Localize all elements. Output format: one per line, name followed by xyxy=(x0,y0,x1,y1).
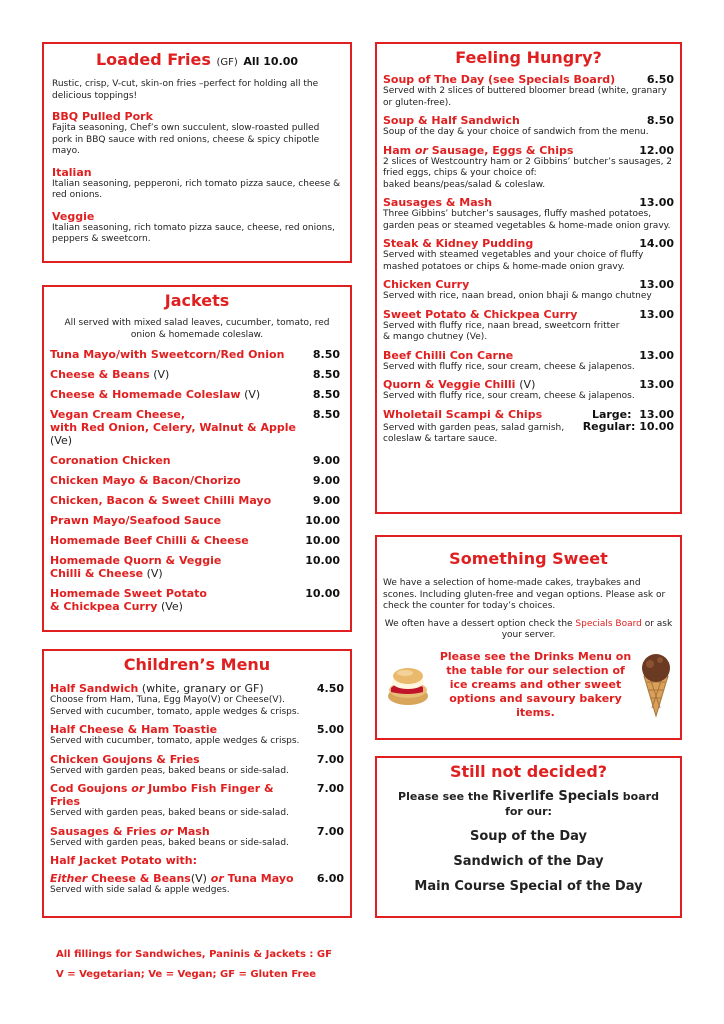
kids-item xyxy=(50,753,344,778)
kids-item-price: 4.50 xyxy=(316,682,344,695)
dessert-note-a: We often have a dessert option check the xyxy=(384,618,576,629)
jacket-item-diet: (Ve) xyxy=(157,600,183,613)
kids-item xyxy=(50,723,344,748)
kids-item xyxy=(50,782,344,820)
jacket-item-name: Chicken Mayo & Bacon/Chorizo xyxy=(50,474,241,487)
see-c: for our: xyxy=(505,805,552,818)
jackets-intro: All served with mixed salad leaves, cucumber, tomato, red onion & homemade coleslaw. xyxy=(64,318,330,340)
hungry-item-desc: Served with fluffy rice, sour cream, cheese & jalapenos. xyxy=(383,361,635,372)
something-sweet-dessert-note xyxy=(383,619,674,642)
jacket-item-price: 8.50 xyxy=(312,408,340,421)
ice-cream-cone-icon xyxy=(638,652,674,718)
kids-item xyxy=(50,854,344,867)
see-b: board xyxy=(618,790,659,803)
fries-item-desc: Italian seasoning, pepperoni, rich tomato pizza sauce, cheese & red onions. xyxy=(52,178,341,200)
hungry-item-desc: Served with fluffy rice, naan bread, sweetcorn fritter & mango chutney (Ve). xyxy=(383,320,620,342)
jacket-item-diet: (V) xyxy=(149,368,170,381)
jacket-item-price: 9.00 xyxy=(312,494,340,507)
kids-item-row xyxy=(50,723,344,736)
jacket-item-name: Chicken, Bacon & Sweet Chilli Mayo xyxy=(50,494,272,507)
kids-item-name: Half Jacket Potato with: xyxy=(50,854,197,867)
hungry-item-name: Chicken Curry xyxy=(383,278,470,291)
hungry-item-name: Sausages & Mash xyxy=(383,196,493,209)
loaded-fries-price: All 10.00 xyxy=(243,55,299,68)
hungry-item-price: 13.00 xyxy=(639,278,674,291)
hungry-item-price: 13.00 xyxy=(639,378,674,391)
kids-item-row xyxy=(50,854,344,867)
footer-legend: V = Vegetarian; Ve = Vegan; GF = Gluten Free xyxy=(56,969,317,980)
kids-item-row xyxy=(50,872,344,885)
drinks-menu-callout-text: Please see the Drinks Menu on the table for our selection of ice creams and other sweet options and savoury bakery items. xyxy=(439,649,632,719)
jacket-item-diet: (Ve) xyxy=(50,434,73,447)
drinks-menu-callout xyxy=(383,650,674,720)
scampi-name: Wholetail Scampi & Chips xyxy=(383,407,543,421)
hungry-item-price: 13.00 xyxy=(639,307,674,321)
kids-item-name: Either Cheese & Beans(V) or Tuna Mayo xyxy=(50,872,294,885)
fries-item-name: Veggie xyxy=(52,209,95,223)
specials-board-link: Specials Board xyxy=(575,618,642,629)
kids-item-row xyxy=(50,782,344,808)
jacket-item xyxy=(50,408,344,447)
childrens-menu-list xyxy=(50,682,344,897)
scampi-item xyxy=(383,408,674,446)
jacket-item-name: Cheese & Homemade Coleslaw (V) xyxy=(50,388,261,401)
kids-item-price: 7.00 xyxy=(316,824,344,838)
hungry-item xyxy=(383,278,674,303)
something-sweet-title: Something Sweet xyxy=(449,549,608,568)
kids-item-row xyxy=(50,682,344,695)
hungry-item-price: 13.00 xyxy=(639,348,674,362)
hungry-item xyxy=(383,349,674,374)
hungry-item xyxy=(383,196,674,232)
hungry-item-desc: Served with fluffy rice, sour cream, cheese & jalapenos. xyxy=(383,391,635,401)
loaded-fries-title xyxy=(52,50,342,69)
kids-item-desc: Served with garden peas, baked beans or side-salad. xyxy=(50,837,289,848)
hungry-item-row xyxy=(383,196,674,209)
kids-item-desc: Served with garden peas, baked beans or side-salad. xyxy=(50,808,289,818)
hungry-item-price: 6.50 xyxy=(646,73,674,86)
feeling-hungry-title: Feeling Hungry? xyxy=(455,48,602,67)
hungry-item-desc: Soup of the day & your choice of sandwich from the menu. xyxy=(383,127,649,137)
jacket-item-price: 10.00 xyxy=(305,587,340,600)
hungry-item xyxy=(383,144,674,192)
hungry-item-name: Sweet Potato & Chickpea Curry xyxy=(383,307,578,321)
riverlife-specials: Riverlife Specials xyxy=(492,789,619,804)
hungry-item-desc: Served with 2 slices of buttered bloomer bread (white, granary or gluten-free). xyxy=(383,86,667,108)
kids-item-name: Chicken Goujons & Fries xyxy=(50,752,200,766)
feeling-hungry-section xyxy=(375,42,682,514)
jacket-item-name: Homemade Quorn & Veggie Chilli & Cheese (V) xyxy=(50,554,222,580)
scampi-regular-label: Regular: xyxy=(582,419,636,433)
jacket-item-price: 8.50 xyxy=(312,368,340,381)
fries-item-name: BBQ Pulled Pork xyxy=(52,110,153,123)
hungry-item xyxy=(383,378,674,403)
jacket-item xyxy=(50,587,344,613)
hungry-item-name: Quorn & Veggie Chilli (V) xyxy=(383,378,536,391)
hungry-item-name: Beef Chilli Con Carne xyxy=(383,348,514,362)
jacket-item-name: Cheese & Beans (V) xyxy=(50,368,170,381)
hungry-item-row xyxy=(383,349,674,362)
kids-item xyxy=(50,682,344,718)
specials-board-note xyxy=(383,789,674,819)
kids-item xyxy=(50,872,344,897)
hungry-item-name: Ham or Sausage, Eggs & Chips xyxy=(383,143,574,157)
hungry-item-desc: 2 slices of Westcountry ham or 2 Gibbins’ butcher’s sausages, 2 fried eggs, chips & your choice of: baked beans/peas/salad & coleslaw. xyxy=(383,156,673,190)
hungry-item-row xyxy=(383,308,674,321)
jacket-item xyxy=(50,368,344,381)
fries-item-desc: Italian seasoning, rich tomato pizza sauce, cheese, red onions, peppers & sweetcorn. xyxy=(52,222,335,244)
fries-item xyxy=(52,110,342,158)
scampi-large-price: 13.00 xyxy=(639,407,674,421)
footer-fillings-note: All fillings for Sandwiches, Paninis & Jackets : GF xyxy=(56,949,332,960)
jacket-item-name: Homemade Sweet Potato & Chickpea Curry (Ve) xyxy=(50,587,207,613)
hungry-item-desc: Served with steamed vegetables and your choice of fluffy mashed potatoes or chips & home-made onion gravy. xyxy=(383,250,644,272)
kids-item xyxy=(50,825,344,850)
hungry-item xyxy=(383,237,674,273)
fries-item-desc: Fajita seasoning, Chef’s own succulent, slow-roasted pulled pork in BBQ sauce with red onions, cheese & spicy chipotle mayo. xyxy=(52,123,320,156)
childrens-menu-section xyxy=(42,649,352,918)
kids-item-price: 6.00 xyxy=(316,872,344,885)
hungry-item-row xyxy=(383,114,674,127)
childrens-menu-title: Children’s Menu xyxy=(123,655,271,674)
hungry-item-name: Soup & Half Sandwich xyxy=(383,114,520,127)
jacket-item-price: 10.00 xyxy=(305,534,340,547)
loaded-fries-gf-tag: (GF) xyxy=(216,57,238,68)
hungry-item xyxy=(383,308,674,344)
jacket-item-name: Homemade Beef Chilli & Cheese xyxy=(50,534,249,547)
jacket-item-diet: (V) xyxy=(240,388,261,401)
kids-item-price: 7.00 xyxy=(316,782,344,795)
feeling-hungry-list xyxy=(383,73,674,403)
loaded-fries-intro: Rustic, crisp, V-cut, skin-on fries –perfect for holding all the delicious toppings! xyxy=(52,79,319,101)
loaded-fries-list xyxy=(52,110,342,246)
kids-item-price: 5.00 xyxy=(316,723,344,736)
special-sandwich: Sandwich of the Day xyxy=(453,854,604,869)
jacket-item-price: 8.50 xyxy=(312,388,340,401)
still-not-decided-section xyxy=(375,756,682,918)
jacket-item xyxy=(50,494,344,507)
kids-item-price: 7.00 xyxy=(316,752,344,766)
hungry-item-price: 12.00 xyxy=(639,143,674,157)
kids-item-desc: Served with garden peas, baked beans or side-salad. xyxy=(50,765,289,776)
hungry-item-desc: Served with rice, naan bread, onion bhaji & mango chutney xyxy=(383,291,652,301)
hungry-item xyxy=(383,114,674,139)
scone-icon xyxy=(383,660,433,710)
kids-item-desc: Served with side salad & apple wedges. xyxy=(50,885,230,895)
jackets-section xyxy=(42,285,352,632)
hungry-item-name: Steak & Kidney Pudding xyxy=(383,237,534,250)
jacket-item xyxy=(50,554,344,580)
still-not-decided-title: Still not decided? xyxy=(449,762,608,781)
jacket-item-price: 10.00 xyxy=(305,554,340,567)
kids-item-name: Half Sandwich (white, granary or GF) xyxy=(50,682,264,695)
hungry-item-row xyxy=(383,144,674,157)
see-a: Please see the xyxy=(398,790,493,803)
fries-item xyxy=(52,210,342,246)
hungry-item-desc: Three Gibbins’ butcher’s sausages, fluffy mashed potatoes, garden peas or steamed vegetables & home-made onion gravy. xyxy=(383,209,671,231)
kids-item-name: Half Cheese & Ham Toastie xyxy=(50,723,218,736)
hungry-item-price: 14.00 xyxy=(639,237,674,250)
dessert-note-b: or ask your server. xyxy=(501,618,673,640)
hungry-item-row xyxy=(383,73,674,86)
loaded-fries-heading: Loaded Fries xyxy=(95,50,211,69)
kids-item-name: Cod Goujons or Jumbo Fish Finger & Fries xyxy=(50,782,274,808)
kids-item-name: Sausages & Fries or Mash xyxy=(50,824,210,838)
fries-item-name: Italian xyxy=(52,165,92,179)
jacket-item-price: 10.00 xyxy=(305,514,340,527)
scampi-regular-price: 10.00 xyxy=(639,419,674,433)
jacket-item xyxy=(50,388,344,401)
jacket-item-price: 9.00 xyxy=(312,454,340,467)
hungry-item-name: Soup of The Day (see Specials Board) xyxy=(383,73,616,86)
special-soup: Soup of the Day xyxy=(470,829,587,844)
kids-item-note: (white, granary or GF) xyxy=(138,682,264,695)
scampi-desc-2: coleslaw & tartare sauce. xyxy=(383,434,498,444)
jacket-item xyxy=(50,474,344,487)
hungry-item xyxy=(383,73,674,109)
kids-item-row xyxy=(50,753,344,766)
jacket-item-name: Prawn Mayo/Seafood Sauce xyxy=(50,514,222,527)
jacket-item xyxy=(50,514,344,527)
hungry-item-price: 8.50 xyxy=(646,114,674,127)
jacket-item-name: Vegan Cream Cheese, with Red Onion, Celery, Walnut & Apple (Ve) xyxy=(50,408,296,447)
kids-item-desc: Choose from Ham, Tuna, Egg Mayo(V) or Cheese(V). Served with cucumber, tomato, apple wedges & crisps. xyxy=(50,695,300,717)
hungry-item-row xyxy=(383,237,674,250)
fries-item xyxy=(52,166,342,202)
jacket-item-name: Tuna Mayo/with Sweetcorn/Red Onion xyxy=(50,348,285,361)
jacket-item-price: 9.00 xyxy=(312,474,340,487)
hungry-item-row xyxy=(383,378,674,391)
jacket-item xyxy=(50,534,344,547)
something-sweet-desc: We have a selection of home-made cakes, traybakes and scones. Including gluten-free and vegan options. Please ask or check the counter for today’s choices. xyxy=(383,578,666,611)
kids-item-desc: Served with cucumber, tomato, apple wedges & crisps. xyxy=(50,736,300,746)
jacket-item xyxy=(50,348,344,361)
special-main-course: Main Course Special of the Day xyxy=(414,879,643,894)
jackets-list xyxy=(50,348,344,613)
kids-item-row xyxy=(50,825,344,838)
jacket-item-name: Coronation Chicken xyxy=(50,454,171,467)
hungry-item-row xyxy=(383,278,674,291)
loaded-fries-section xyxy=(42,42,352,263)
something-sweet-section xyxy=(375,535,682,740)
jacket-item-diet: (V) xyxy=(143,567,163,580)
hungry-item-price: 13.00 xyxy=(639,196,674,209)
jacket-item xyxy=(50,454,344,467)
scampi-large-label: Large: xyxy=(591,407,632,421)
jackets-title: Jackets xyxy=(164,291,230,310)
jacket-item-price: 8.50 xyxy=(312,348,340,361)
dietary-footer xyxy=(56,945,332,985)
scampi-desc: Served with garden peas, salad garnish, xyxy=(383,422,565,433)
